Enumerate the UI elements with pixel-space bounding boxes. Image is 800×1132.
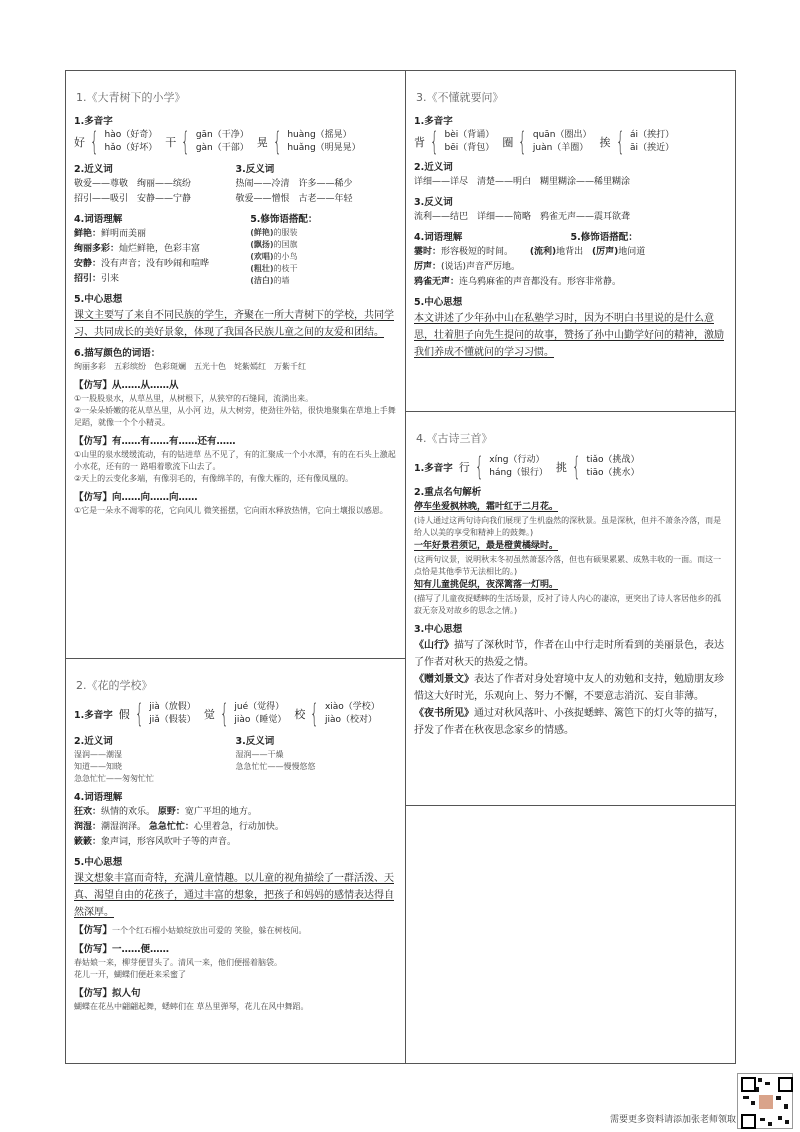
- word-item: 鸦雀无声：连乌鸦麻雀的声音都没有。形容非常静。: [414, 277, 622, 287]
- polyphone-char: 背: [414, 135, 425, 149]
- polyphone-char: 好: [74, 135, 85, 149]
- reading: tiāo（挑水）: [586, 468, 640, 478]
- imitation-heading: 【仿写】从……从……从: [74, 380, 179, 391]
- word-item: 绚丽多彩：灿烂鲜艳，色彩丰富: [74, 244, 201, 254]
- polyphone-group: 干 { gān（干净） gàn（干部）: [165, 127, 249, 157]
- footer-note: 需要更多资料请添加张老师领取: [609, 1115, 736, 1125]
- reading: háng（银行）: [489, 468, 548, 478]
- imitation-heading: 【仿写】向……向……向……: [74, 492, 198, 503]
- section-heading: 3.反义词: [414, 197, 453, 208]
- antonym-line: 流利——结巴 详细——简略 鸦雀无声——震耳欲聋: [414, 212, 631, 222]
- qr-code-icon: [737, 1073, 793, 1129]
- polyphone-group: 觉 { jué（觉得） jiào（睡觉）: [203, 699, 287, 729]
- reading: bèi（背诵）: [444, 130, 495, 140]
- reading: juàn（羊圈）: [532, 143, 589, 153]
- section-heading: 2.重点名句解析: [414, 487, 482, 498]
- famous-line: 一年好景君须记，最是橙黄橘绿时。: [414, 541, 559, 551]
- reading: tiǎo（挑战）: [586, 455, 640, 465]
- famous-line: 停车坐爱枫林晚，霜叶红于二月花。: [414, 502, 559, 512]
- synonym-line: 详细——详尽 清楚——明白 糊里糊涂——稀里糊涂: [414, 177, 631, 187]
- modifier-item: (粗壮)的枝干: [250, 264, 298, 273]
- synonym-line: 急急忙忙——匆匆忙忙: [74, 774, 154, 783]
- section-heading: 4.词语理解: [414, 232, 463, 243]
- imitation-sentence: 花儿一开，蝴蝶们便赶来采蜜了: [74, 970, 186, 979]
- reading: gān（干净）: [195, 130, 249, 140]
- synonym-line: 知道——知晓: [74, 762, 122, 771]
- section-heading: 2.近义词: [74, 736, 113, 747]
- words-mods-block: [74, 207, 397, 287]
- imitation-sentence: 蝴蝶在花丛中翩翩起舞，蟋蟀们在 草丛里弹琴，花儿在风中舞蹈。: [74, 1002, 309, 1011]
- central-idea: 本文讲述了少年孙中山在私塾学习时，因为不明白书里说的是什么意思，壮着胆子向先生提问的故事，赞扬了孙中山勤学好问的精神，激励我们养成不懂就问的学习习惯。: [414, 313, 724, 358]
- empty-panel: [406, 806, 735, 1063]
- word-item: 厉声：(说话)声音严厉地。: [414, 262, 521, 272]
- reading: jiǎ（假装）: [149, 715, 196, 725]
- section-heading: 1.多音字: [414, 462, 453, 474]
- polyphone-group: 假 { jià（放假） jiǎ（假装）: [118, 699, 196, 729]
- famous-line-explanation: (诗人通过这两句诗向我们展现了生机盎然的深秋景。虽是深秋，但并不萧条冷落，而是给人以美的享受和精神上的鼓舞。): [414, 516, 722, 537]
- word-item: 霎时：形容极短的时间。 (流利)地背出 (厉声)地问道: [414, 247, 646, 257]
- reading: hào（好奇）: [104, 130, 158, 140]
- section-heading: 6.描写颜色的词语：: [74, 348, 161, 359]
- polyphone-row: [74, 129, 397, 155]
- polyphone-group: 挑 { tiǎo（挑战） tiāo（挑水）: [555, 452, 640, 482]
- reading: huǎng（明晃晃）: [287, 143, 361, 153]
- avatar: [758, 1094, 774, 1110]
- polyphone-char: 挨: [599, 135, 611, 149]
- central-idea: 课文想象丰富而奇特，充满儿童情趣。以儿童的视角描绘了一群活泼、天真、渴望自由的花孩子，通过丰富的想象，把孩子和妈妈的感情表达得自然深厚。: [74, 873, 394, 918]
- reading: huàng（摇晃）: [287, 130, 352, 140]
- word-item: 招引：引来: [74, 274, 120, 284]
- word-item: 狂欢：纵情的欢乐。 原野：宽广平坦的地方。: [74, 807, 257, 817]
- imitation-sentence: 春姑娘一来，柳芽便冒头了。清风一来，他们便摇着脑袋。: [74, 958, 282, 967]
- lesson-2-panel: [66, 659, 406, 1063]
- section-heading: 5.中心思想: [74, 857, 123, 868]
- reading: hǎo（好坏）: [104, 143, 158, 153]
- synonym-line: 敬爱——尊敬 绚丽——缤纷: [74, 179, 192, 189]
- polyphone-char: 挑: [555, 460, 567, 474]
- imitation-sentence: ②天上的云变化多端，有像羽毛的，有像绵羊的，有像大雁的，还有像凤凰的。: [74, 474, 354, 483]
- polyphone-char: 干: [165, 135, 177, 149]
- reading: jià（放假）: [149, 702, 196, 712]
- modifier-item: (飘扬)的国旗: [250, 240, 298, 249]
- synonym-line: 招引——吸引 安静——宁静: [74, 194, 192, 204]
- section-heading: 3.反义词: [235, 164, 275, 175]
- section-heading: 2.近义词: [74, 164, 113, 175]
- section-heading: 5.中心思想: [414, 297, 463, 308]
- modifier-item: (鲜艳)的服装: [250, 228, 298, 237]
- section-heading: 1.多音字: [414, 116, 453, 127]
- synonym-antonym-block: [74, 729, 397, 785]
- heading-pair: [414, 225, 727, 245]
- lesson-1-panel: [66, 71, 406, 659]
- section-heading: 2.近义词: [414, 162, 453, 173]
- polyphone-char: 校: [294, 707, 306, 721]
- polyphone-char: 圈: [502, 135, 514, 149]
- famous-line: 知有儿童挑促织，夜深篱落一灯明。: [414, 580, 559, 590]
- poem-idea: 《赠刘景文》表达了作者对身处窘境中友人的劝勉和支持，勉励朋友珍惜这大好时光，乐观向上、努力不懈，不要意志消沉、妄自菲薄。: [414, 674, 724, 702]
- poem-idea: 《山行》描写了深秋时节，作者在山中行走时所看到的美丽景色，表达了作者对秋天的热爱之情。: [414, 640, 724, 668]
- lesson-4-panel: [406, 412, 735, 806]
- polyphone-group: 晃 { huàng（摇晃） huǎng（明晃晃）: [256, 127, 361, 157]
- antonym-line: 热闹——冷清 许多——稀少: [235, 179, 353, 189]
- polyphone-group: 背 { bèi（背诵） bēi（背包）: [414, 127, 495, 157]
- word-item: 簌簌：象声词，形容风吹叶子等的声音。: [74, 837, 237, 847]
- reading: ái（挨打）: [630, 130, 675, 140]
- section-heading: 1.多音字: [74, 709, 113, 721]
- polyphone-char: 假: [118, 707, 130, 721]
- polyphone-group: 圈 { quān（圈出） juàn（羊圈）: [502, 127, 592, 157]
- reading: quān（圈出）: [532, 130, 592, 140]
- imitation-sentence: ①它是一朵永不凋零的花，它向风儿 微笑摇摆，它向雨水释放热情，它向土壤报以感恩。: [74, 506, 388, 515]
- polyphone-group: 行 { xíng（行动） háng（银行）: [458, 452, 548, 482]
- polyphone-group: 好 { hào（好奇） hǎo（好坏）: [74, 127, 158, 157]
- polyphone-row: [414, 454, 727, 480]
- section-heading: 3.反义词: [235, 736, 275, 747]
- famous-line-explanation: (这两句议景，说明秋末冬初虽然萧瑟冷落，但也有硕果累累、成熟丰收的一面。而这一点恰是其他季节无法相比的。): [414, 555, 722, 576]
- notes-sheet: [65, 70, 736, 1064]
- color-words: 绚丽多彩 五彩缤纷 色彩斑斓 五光十色 姹紫嫣红 万紫千红: [74, 362, 306, 371]
- polyphone-row: [414, 129, 727, 155]
- antonym-line: 敬爱——憎恨 古老——年轻: [235, 194, 353, 204]
- antonym-line: 急急忙忙——慢慢悠悠: [235, 762, 316, 771]
- reading: jiào（校对）: [324, 715, 377, 725]
- section-heading: 5.修饰语搭配：: [570, 232, 638, 243]
- antonym-line: 湿润——干燥: [235, 750, 284, 759]
- lesson-title: 1.《大青树下的小学》: [76, 91, 186, 104]
- poem-idea: 《夜书所见》通过对秋风落叶、小孩捉蟋蟀、篱笆下的灯火等的描写，抒发了作者在秋夜思念家乡的情感。: [414, 708, 724, 736]
- imitation-sentence: ①一股股泉水，从草丛里，从树根下，从狭窄的石缝间，流淌出来。: [74, 394, 314, 403]
- famous-line-explanation: (描写了儿童夜捉蟋蟀的生活场景，反衬了诗人内心的凄凉，更突出了诗人客居他乡的孤寂无奈及对故乡的思念之情。): [414, 594, 722, 615]
- reading: gàn（干部）: [195, 143, 249, 153]
- polyphone-char: 行: [458, 460, 470, 474]
- reading: āi（挨近）: [630, 143, 675, 153]
- polyphone-char: 晃: [256, 135, 268, 149]
- polyphone-group: 校 { xiào（学校） jiào（校对）: [294, 699, 380, 729]
- section-heading: 4.词语理解: [74, 214, 123, 225]
- reading: xíng（行动）: [489, 455, 545, 465]
- reading: jué（觉得）: [234, 702, 285, 712]
- word-item: 润湿：潮湿润泽。 急急忙忙：心里着急，行动加快。: [74, 822, 284, 832]
- imitation-heading: 【仿写】有……有……有……还有……: [74, 436, 236, 447]
- imitation-heading: 【仿写】一……便……: [74, 944, 170, 955]
- reading: bēi（背包）: [444, 143, 495, 153]
- section-heading: 5.中心思想: [74, 294, 123, 305]
- polyphone-row: [74, 701, 397, 727]
- word-item: 安静：没有声音；没有吵闹和喧哗: [74, 259, 210, 269]
- imitation-heading: 【仿写】拟人句: [74, 988, 141, 999]
- imitation-sentence: ②一朵朵娇嫩的花从草丛里，从小河 边，从大树旁，使劲往外钻，很快地聚集在草地上手舞足蹈，就像一个个小精灵。: [74, 406, 396, 427]
- imitation-sentence: 【仿写】一个个红石榴小姑娘绽放出可爱的 笑脸，躲在树枝间。: [74, 925, 307, 936]
- lesson-title: 3.《不懂就要问》: [416, 91, 504, 104]
- section-heading: 3.中心思想: [414, 624, 463, 635]
- reading: xiào（学校）: [324, 702, 380, 712]
- lesson-title: 2.《花的学校》: [76, 679, 153, 692]
- synonym-line: 湿润——潮湿: [74, 750, 122, 759]
- synonym-antonym-block: [74, 157, 397, 207]
- section-heading: 4.词语理解: [74, 792, 123, 803]
- section-heading: 5.修饰语搭配：: [250, 214, 318, 225]
- word-item: 鲜艳：鲜明而美丽: [74, 229, 147, 239]
- reading: jiào（睡觉）: [234, 715, 287, 725]
- central-idea: 课文主要写了来自不同民族的学生，齐聚在一所大青树下的学校，共同学习、共同成长的美好景象，体现了我国各民族儿童之间的友爱和团结。: [74, 310, 394, 338]
- modifier-item: (洁白)的墙: [250, 276, 290, 285]
- section-heading: 1.多音字: [74, 116, 113, 127]
- polyphone-group: 挨 { ái（挨打） āi（挨近）: [599, 127, 675, 157]
- lesson-title: 4.《古诗三首》: [416, 432, 493, 445]
- imitation-sentence: ①山里的泉水缓缓流动，有的钻进草 丛不见了，有的汇聚成一个小水潭，有的在石头上激起小水花，还有的一 路唱着歌流下山去了。: [74, 450, 396, 471]
- modifier-item: (欢唱)的小鸟: [250, 252, 298, 261]
- polyphone-char: 觉: [203, 707, 215, 721]
- lesson-3-panel: [406, 71, 735, 412]
